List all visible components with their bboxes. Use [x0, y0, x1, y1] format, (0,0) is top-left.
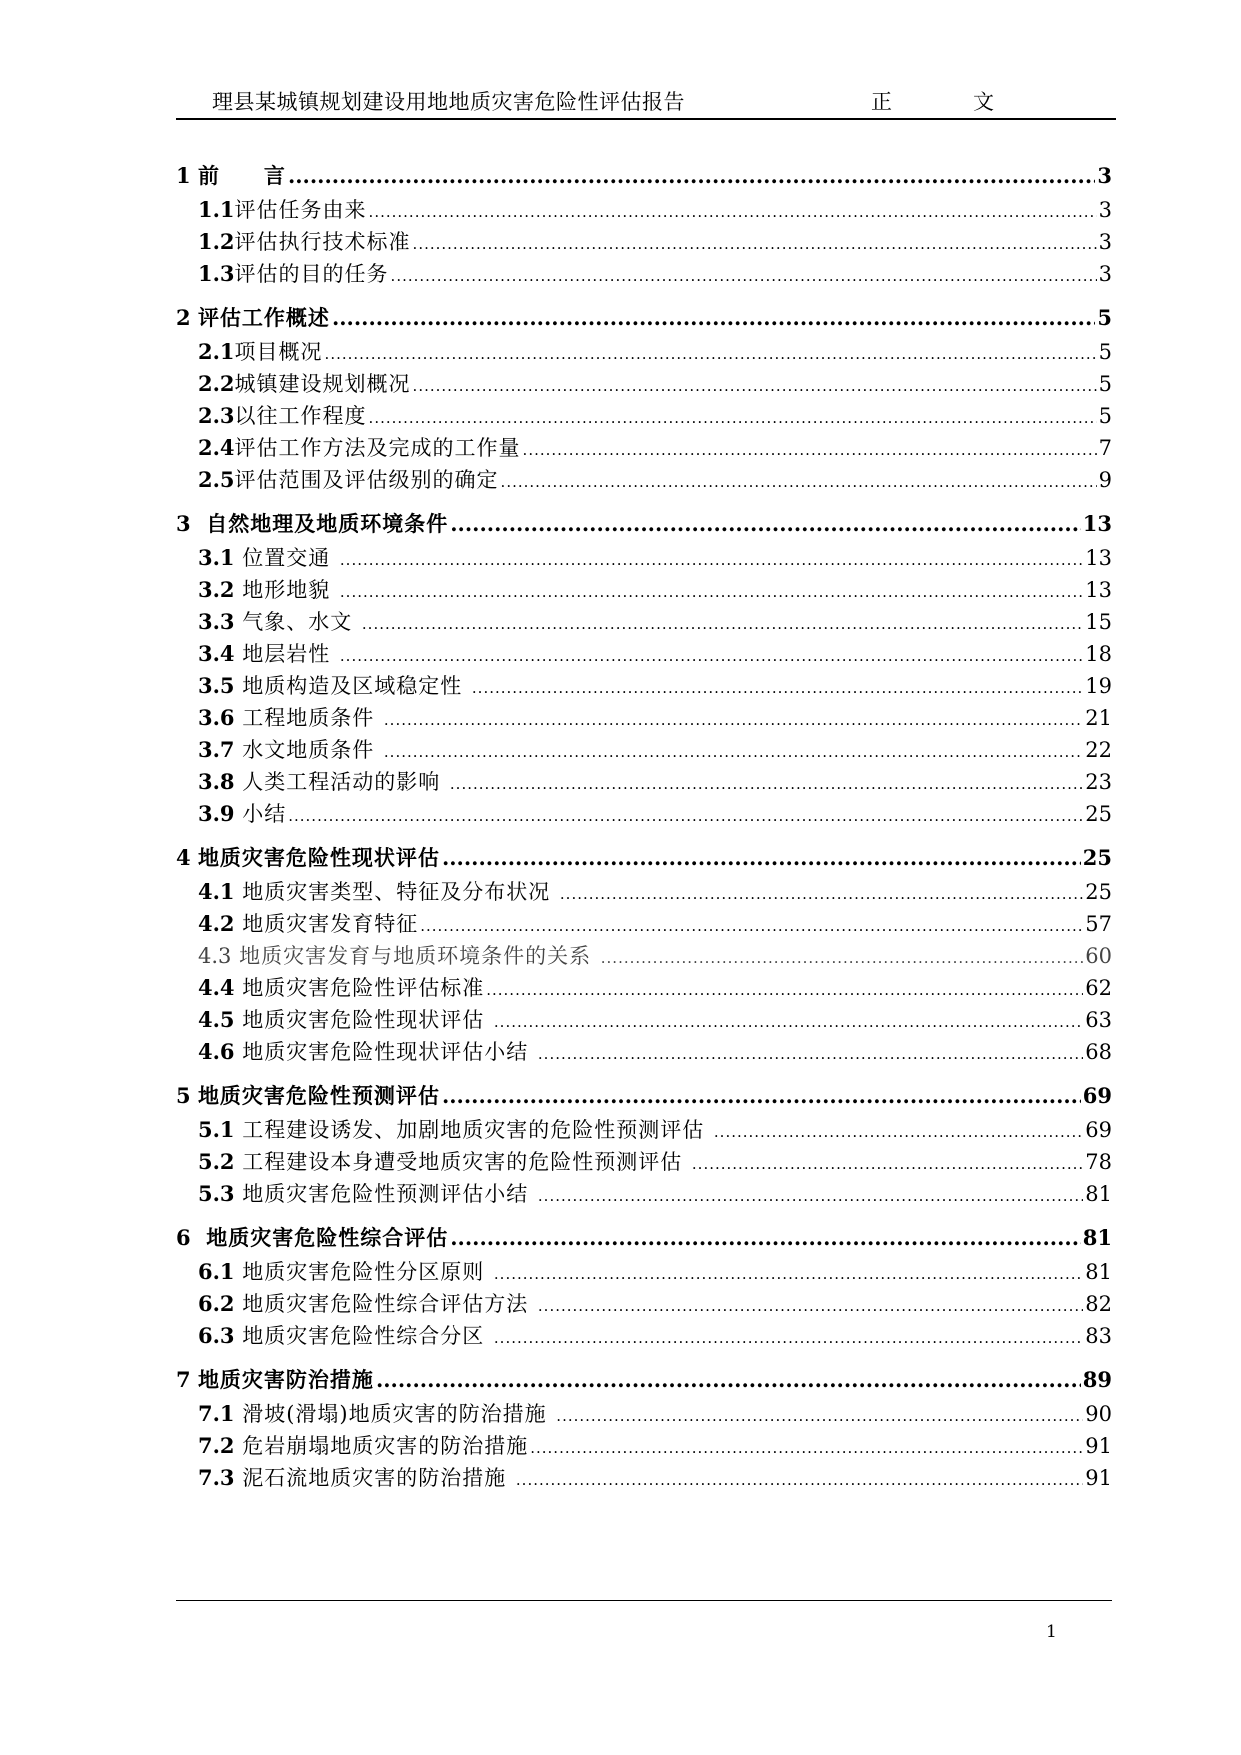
- toc-section-number: 5.3: [198, 1181, 235, 1206]
- toc-leader-dots: [501, 473, 1097, 491]
- footer-divider: [176, 1600, 1112, 1601]
- toc-section-page: 5: [1098, 372, 1112, 396]
- toc-section-title: 滑坡(滑塌)地质灾害的防治措施: [234, 1402, 555, 1426]
- toc-section-entry[interactable]: [176, 336, 1112, 368]
- toc-section-title: 气象、水文: [234, 610, 360, 634]
- toc-section-number: 7.2: [198, 1433, 235, 1458]
- toc-section-title: 地质灾害发育特征: [234, 912, 419, 936]
- toc-leader-dots: [556, 1407, 1083, 1425]
- table-of-contents: [176, 160, 1112, 1494]
- toc-section-entry[interactable]: [176, 258, 1112, 290]
- toc-section-page: 25: [1085, 880, 1112, 904]
- toc-section-page: 81: [1085, 1182, 1112, 1206]
- toc-chapter-title: 评估工作概述: [197, 305, 330, 330]
- toc-section-entry[interactable]: [176, 1462, 1112, 1494]
- toc-section-page: 7: [1098, 436, 1112, 460]
- toc-section-entry[interactable]: [176, 972, 1112, 1004]
- toc-section-entry[interactable]: [176, 1146, 1112, 1178]
- toc-chapter-number: 3: [176, 511, 198, 536]
- toc-section-entry[interactable]: [176, 670, 1112, 702]
- toc-section-number: 5.1: [198, 1117, 235, 1142]
- toc-section-entry[interactable]: [176, 400, 1112, 432]
- toc-section-title: 地质灾害危险性综合评估方法: [234, 1292, 536, 1316]
- toc-leader-dots: [288, 807, 1083, 825]
- toc-section-number: 3.5: [198, 673, 235, 698]
- toc-leader-dots: [450, 1225, 1081, 1250]
- header-tag-wen: 文: [973, 90, 994, 114]
- toc-leader-dots: [384, 743, 1083, 761]
- toc-section-title: 评估任务由来: [234, 198, 367, 222]
- toc-leader-dots: [450, 775, 1083, 793]
- toc-section-number: 3.1: [198, 545, 235, 570]
- toc-section-number: 3.3: [198, 609, 235, 634]
- toc-section-entry[interactable]: [176, 1256, 1112, 1288]
- toc-section-number: 5.2: [198, 1149, 235, 1174]
- toc-section-number: 2.2: [198, 371, 235, 396]
- toc-leader-dots: [391, 267, 1097, 285]
- toc-leader-dots: [538, 1187, 1083, 1205]
- toc-section-number: 3.9: [198, 801, 235, 826]
- toc-leader-dots: [413, 235, 1097, 253]
- toc-section-title: 地质灾害危险性现状评估: [234, 1008, 492, 1032]
- toc-section-title: 地层岩性: [234, 642, 338, 666]
- toc-section-title: 地质灾害危险性综合分区: [234, 1324, 492, 1348]
- toc-section-title: 人类工程活动的影响: [234, 770, 448, 794]
- toc-leader-dots: [494, 1265, 1083, 1283]
- toc-chapter-title: 自然地理及地质环境条件: [197, 511, 449, 536]
- toc-leader-dots: [362, 615, 1083, 633]
- toc-section-page: 78: [1085, 1150, 1112, 1174]
- toc-section-entry[interactable]: [176, 734, 1112, 766]
- toc-chapter-page: 81: [1082, 1225, 1112, 1250]
- toc-section-page: 83: [1085, 1324, 1112, 1348]
- toc-section-page: 60: [1085, 944, 1112, 968]
- toc-section-entry[interactable]: [176, 226, 1112, 258]
- toc-section-title: 评估的目的任务: [234, 262, 389, 286]
- toc-section-entry[interactable]: [176, 1430, 1112, 1462]
- toc-chapter-page: 69: [1082, 1083, 1112, 1108]
- toc-section-title: 工程建设诱发、加剧地质灾害的危险性预测评估: [234, 1118, 712, 1142]
- toc-section-entry[interactable]: [176, 1178, 1112, 1210]
- toc-chapter-number: 7: [176, 1367, 198, 1392]
- toc-leader-dots: [384, 711, 1083, 729]
- toc-section-number: 2.5: [198, 467, 235, 492]
- toc-section-title: 地质灾害危险性分区原则: [234, 1260, 492, 1284]
- toc-section-title: 泥石流地质灾害的防治措施: [234, 1466, 514, 1490]
- toc-chapter-page: 13: [1082, 511, 1112, 536]
- toc-section-entry[interactable]: [176, 1398, 1112, 1430]
- toc-chapter-entry[interactable]: [176, 1222, 1112, 1256]
- toc-leader-dots: [376, 1367, 1081, 1392]
- toc-section-number: 3.6: [198, 705, 235, 730]
- toc-section-page: 19: [1085, 674, 1112, 698]
- toc-section-entry[interactable]: [176, 638, 1112, 670]
- document-title: 理县某城镇规划建设用地地质灾害危险性评估报告: [212, 90, 685, 114]
- toc-section-page: 18: [1085, 642, 1112, 666]
- toc-section-title: 位置交通: [234, 546, 338, 570]
- toc-section-page: 63: [1085, 1008, 1112, 1032]
- toc-section-title: 以往工作程度: [234, 404, 367, 428]
- toc-section-title: 评估范围及评估级别的确定: [234, 468, 499, 492]
- toc-section-page: 5: [1098, 340, 1112, 364]
- toc-leader-dots: [486, 981, 1083, 999]
- toc-section-title: 地质灾害类型、特征及分布状况: [234, 880, 558, 904]
- toc-section-entry[interactable]: [176, 464, 1112, 496]
- toc-leader-dots: [516, 1471, 1083, 1489]
- toc-leader-dots: [332, 305, 1095, 330]
- toc-section-entry[interactable]: [176, 542, 1112, 574]
- page-header: [176, 86, 1116, 120]
- toc-leader-dots: [450, 511, 1081, 536]
- toc-section-title: 项目概况: [234, 340, 323, 364]
- toc-chapter-title: 前 言: [197, 163, 286, 188]
- page-number: 1: [1046, 1622, 1057, 1642]
- toc-section-entry[interactable]: [176, 606, 1112, 638]
- toc-leader-dots: [472, 679, 1083, 697]
- toc-chapter-page: 5: [1097, 305, 1112, 330]
- toc-section-entry[interactable]: [176, 1288, 1112, 1320]
- toc-chapter-page: 3: [1097, 163, 1112, 188]
- toc-chapter-title: 地质灾害危险性综合评估: [197, 1225, 449, 1250]
- toc-section-page: 82: [1085, 1292, 1112, 1316]
- toc-section-page: 23: [1085, 770, 1112, 794]
- toc-section-title: 小结: [234, 802, 287, 826]
- toc-section-entry[interactable]: [176, 368, 1112, 400]
- toc-chapter-entry[interactable]: [176, 1364, 1112, 1398]
- toc-section-number: 6.1: [198, 1259, 235, 1284]
- toc-section-page: 3: [1098, 198, 1112, 222]
- toc-section-page: 68: [1085, 1040, 1112, 1064]
- toc-chapter-entry[interactable]: [176, 508, 1112, 542]
- toc-section-number: 3.8: [198, 769, 235, 794]
- toc-section-entry[interactable]: [176, 908, 1112, 940]
- toc-section-number: 3.2: [198, 577, 235, 602]
- toc-section-page: 57: [1085, 912, 1112, 936]
- toc-chapter-page: 89: [1082, 1367, 1112, 1392]
- toc-section-number: 2.3: [198, 403, 235, 428]
- toc-chapter-number: 6: [176, 1225, 198, 1250]
- toc-section-number: 4.1: [198, 879, 235, 904]
- toc-leader-dots: [420, 917, 1083, 935]
- toc-section-number: 3.4: [198, 641, 235, 666]
- toc-section-page: 91: [1085, 1466, 1112, 1490]
- toc-section-title: 工程建设本身遭受地质灾害的危险性预测评估: [234, 1150, 690, 1174]
- toc-section-entry[interactable]: [176, 702, 1112, 734]
- toc-section-entry[interactable]: [176, 194, 1112, 226]
- toc-chapter-title: 地质灾害危险性现状评估: [197, 845, 440, 870]
- toc-section-page: 22: [1085, 738, 1112, 762]
- toc-section-number: 4.4: [198, 975, 235, 1000]
- toc-section-page: 69: [1085, 1118, 1112, 1142]
- toc-section-entry[interactable]: [176, 940, 1112, 972]
- toc-chapter-title: 地质灾害防治措施: [197, 1367, 374, 1392]
- toc-leader-dots: [288, 163, 1095, 188]
- toc-section-number: 1.2: [198, 229, 235, 254]
- toc-chapter-entry[interactable]: [176, 302, 1112, 336]
- toc-leader-dots: [442, 845, 1081, 870]
- toc-leader-dots: [340, 583, 1083, 601]
- toc-section-entry[interactable]: [176, 876, 1112, 908]
- toc-section-title: 工程地质条件: [234, 706, 382, 730]
- toc-section-entry[interactable]: [176, 574, 1112, 606]
- toc-section-page: 21: [1085, 706, 1112, 730]
- toc-leader-dots: [523, 441, 1097, 459]
- toc-chapter-title: 地质灾害危险性预测评估: [197, 1083, 440, 1108]
- toc-chapter-page: 25: [1082, 845, 1112, 870]
- toc-section-entry[interactable]: [176, 1036, 1112, 1068]
- toc-section-number: 7.1: [198, 1401, 235, 1426]
- toc-section-page: 9: [1098, 468, 1112, 492]
- toc-section-entry[interactable]: [176, 1004, 1112, 1036]
- toc-chapter-entry[interactable]: [176, 160, 1112, 194]
- toc-section-title: 评估工作方法及完成的工作量: [234, 436, 521, 460]
- toc-chapter-number: 5: [176, 1083, 198, 1108]
- toc-leader-dots: [692, 1155, 1083, 1173]
- toc-section-entry[interactable]: [176, 1114, 1112, 1146]
- toc-leader-dots: [538, 1045, 1083, 1063]
- toc-section-page: 13: [1085, 578, 1112, 602]
- toc-section-page: 90: [1085, 1402, 1112, 1426]
- toc-section-title: 地质灾害发育与地质环境条件的关系: [231, 944, 599, 968]
- toc-leader-dots: [442, 1083, 1081, 1108]
- toc-leader-dots: [494, 1013, 1083, 1031]
- toc-section-entry[interactable]: [176, 432, 1112, 464]
- toc-section-number: 6.3: [198, 1323, 235, 1348]
- toc-section-title: 地形地貌: [234, 578, 338, 602]
- toc-section-number: 2.4: [198, 435, 235, 460]
- toc-section-page: 91: [1085, 1434, 1112, 1458]
- toc-leader-dots: [340, 647, 1083, 665]
- toc-section-number: 3.7: [198, 737, 235, 762]
- toc-chapter-number: 4: [176, 845, 198, 870]
- toc-chapter-entry[interactable]: [176, 1080, 1112, 1114]
- toc-section-number: 7.3: [198, 1465, 235, 1490]
- toc-section-page: 62: [1085, 976, 1112, 1000]
- toc-section-title: 地质灾害危险性预测评估小结: [234, 1182, 536, 1206]
- toc-leader-dots: [369, 203, 1097, 221]
- toc-section-title: 危岩崩塌地质灾害的防治措施: [234, 1434, 529, 1458]
- toc-leader-dots: [325, 345, 1097, 363]
- toc-leader-dots: [601, 949, 1084, 967]
- toc-leader-dots: [413, 377, 1097, 395]
- toc-section-number: 4.6: [198, 1039, 235, 1064]
- toc-section-entry[interactable]: [176, 798, 1112, 830]
- toc-leader-dots: [340, 551, 1083, 569]
- toc-section-page: 81: [1085, 1260, 1112, 1284]
- toc-section-number: 4.3: [198, 944, 232, 968]
- toc-section-title: 水文地质条件: [234, 738, 382, 762]
- toc-section-number: 6.2: [198, 1291, 235, 1316]
- toc-section-title: 评估执行技术标准: [234, 230, 411, 254]
- toc-section-number: 1.3: [198, 261, 235, 286]
- toc-chapter-number: 2: [176, 305, 198, 330]
- toc-section-page: 13: [1085, 546, 1112, 570]
- toc-leader-dots: [530, 1439, 1083, 1457]
- toc-chapter-number: 1: [176, 163, 198, 188]
- toc-section-title: 城镇建设规划概况: [234, 372, 411, 396]
- toc-section-number: 1.1: [198, 197, 235, 222]
- toc-section-entry[interactable]: [176, 766, 1112, 798]
- toc-section-number: 2.1: [198, 339, 235, 364]
- toc-section-entry[interactable]: [176, 1320, 1112, 1352]
- toc-section-page: 25: [1085, 802, 1112, 826]
- toc-leader-dots: [494, 1329, 1083, 1347]
- toc-section-page: 3: [1098, 230, 1112, 254]
- toc-section-number: 4.2: [198, 911, 235, 936]
- toc-leader-dots: [538, 1297, 1083, 1315]
- toc-section-title: 地质灾害危险性评估标准: [234, 976, 485, 1000]
- toc-section-title: 地质灾害危险性现状评估小结: [234, 1040, 536, 1064]
- toc-chapter-entry[interactable]: [176, 842, 1112, 876]
- toc-leader-dots: [714, 1123, 1083, 1141]
- toc-section-page: 3: [1098, 262, 1112, 286]
- toc-section-title: 地质构造及区域稳定性: [234, 674, 470, 698]
- toc-section-number: 4.5: [198, 1007, 235, 1032]
- toc-leader-dots: [369, 409, 1097, 427]
- toc-leader-dots: [560, 885, 1083, 903]
- toc-section-page: 5: [1098, 404, 1112, 428]
- toc-section-page: 15: [1085, 610, 1112, 634]
- header-tag-zheng: 正: [871, 90, 892, 114]
